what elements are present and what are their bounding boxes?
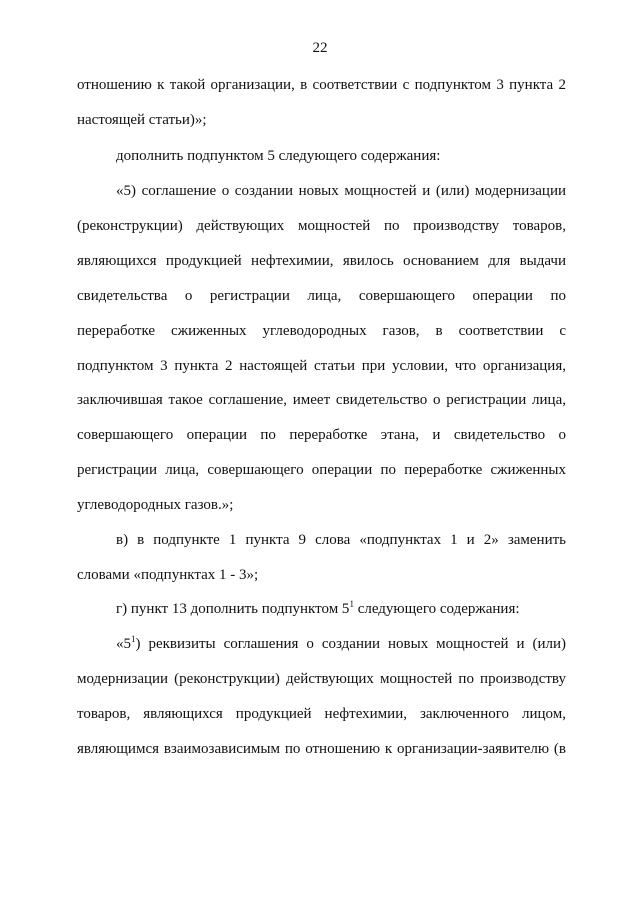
text-line: (реконструкции) действующих мощностей по производству товаров,	[77, 218, 566, 234]
page-number: 22	[312, 40, 328, 56]
text-line: являющимся взаимозависимым по отношению к организации-заявителю (в	[77, 741, 566, 757]
text-line: словами «подпунктах 1 - 3»;	[77, 567, 259, 583]
paragraph-first-line: в) в подпункте 1 пункта 9 слова «подпунктах 1 и 2» заменить	[116, 532, 566, 548]
text-segment: «5	[116, 636, 131, 652]
paragraph-first-line: дополнить подпунктом 5 следующего содержания:	[116, 148, 441, 164]
text-line: регистрации лица, совершающего операции по переработке сжиженных	[77, 462, 566, 478]
superscript: 1	[131, 634, 136, 644]
text-line: отношению к такой организации, в соответствии с подпунктом 3 пункта 2	[77, 77, 566, 93]
text-line: свидетельства о регистрации лица, совершающего операции по	[77, 288, 566, 304]
text-line: модернизации (реконструкции) действующих мощностей по производству	[77, 671, 566, 687]
paragraph-first-line	[116, 635, 566, 653]
text-line: подпунктом 3 пункта 2 настоящей статьи при условии, что организация,	[77, 358, 566, 374]
text-line: переработке сжиженных углеводородных газов, в соответствии с	[77, 323, 566, 339]
text-segment: ) реквизиты соглашения о создании новых мощностей и (или)	[135, 636, 566, 652]
text-line: товаров, являющихся продукцией нефтехимии, заключенного лицом,	[77, 706, 566, 722]
text-segment: следующего содержания:	[353, 601, 520, 617]
text-line: углеводородных газов.»;	[77, 497, 234, 513]
text-line: совершающего операции по переработке этана, и свидетельство о	[77, 427, 566, 443]
text-segment: г) пункт 13 дополнить подпунктом 5	[116, 601, 350, 617]
text-line: заключившая такое соглашение, имеет свидетельство о регистрации лица,	[77, 392, 566, 408]
text-line: настоящей статьи)»;	[77, 112, 207, 128]
paragraph-first-line	[116, 600, 566, 618]
superscript: 1	[349, 599, 354, 609]
paragraph-first-line: «5) соглашение о создании новых мощностей и (или) модернизации	[116, 183, 566, 199]
text-line: являющихся продукцией нефтехимии, явилось основанием для выдачи	[77, 253, 566, 269]
